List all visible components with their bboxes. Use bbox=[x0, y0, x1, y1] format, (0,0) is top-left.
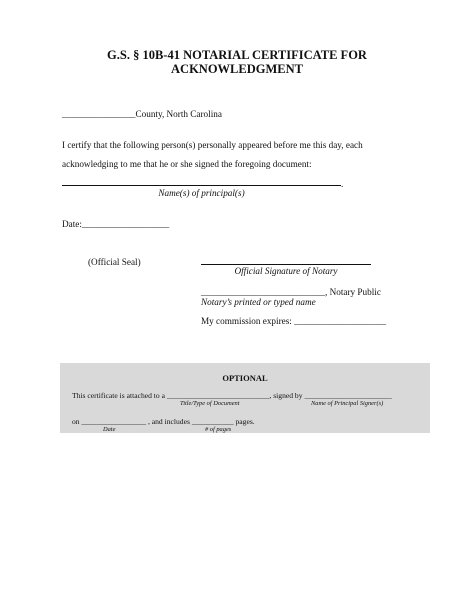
signed-by-label: , signed by bbox=[269, 391, 303, 400]
optional-pages-label: # of pages bbox=[205, 426, 232, 433]
optional-date-label: Date bbox=[103, 426, 116, 433]
date-attached-blank[interactable]: _________________ bbox=[81, 417, 147, 426]
principal-names-label: Name(s) of principal(s) bbox=[158, 188, 245, 198]
county-label: County, North Carolina bbox=[135, 109, 222, 119]
pages-blank[interactable]: ___________ bbox=[191, 417, 234, 426]
title-type-label: Title/Type of Document bbox=[180, 400, 240, 407]
optional-line-1 bbox=[72, 391, 392, 400]
commission-label: My commission expires: bbox=[201, 316, 292, 326]
on-label: on bbox=[72, 417, 80, 426]
signer-blank[interactable]: _______________________ bbox=[304, 391, 392, 400]
pages-label: pages. bbox=[235, 417, 255, 426]
notary-signature-line[interactable] bbox=[201, 264, 371, 265]
notary-public-suffix: , Notary Public bbox=[325, 287, 381, 297]
notary-printed-blank[interactable]: ___________________________ bbox=[201, 287, 326, 297]
document-title-line-2: ACKNOWLEDGMENT bbox=[171, 62, 303, 76]
document-title-line-1: G.S. § 10B-41 NOTARIAL CERTIFICATE FOR bbox=[107, 48, 367, 62]
attached-to-label: This certificate is attached to a bbox=[72, 391, 165, 400]
notary-signature-label: Official Signature of Notary bbox=[234, 266, 338, 276]
commission-blank[interactable]: ____________________ bbox=[294, 316, 387, 326]
certify-line-1: I certify that the following person(s) personally appeared before me this day, each bbox=[62, 140, 363, 150]
document-title-blank[interactable]: ___________________________ bbox=[166, 391, 270, 400]
date-blank[interactable]: ___________________ bbox=[81, 219, 170, 229]
commission-expires-line bbox=[201, 316, 386, 327]
principal-signer-label: Name of Principal Signer(s) bbox=[311, 400, 384, 407]
optional-line-2 bbox=[72, 417, 255, 426]
date-label: Date: bbox=[62, 219, 82, 229]
optional-title: OPTIONAL bbox=[222, 373, 268, 383]
principal-names-line[interactable] bbox=[62, 185, 341, 186]
certify-line-2: acknowledging to me that he or she signed the foregoing document: bbox=[62, 159, 312, 169]
county-line bbox=[62, 109, 222, 120]
official-seal-label: (Official Seal) bbox=[88, 257, 141, 267]
date-line bbox=[62, 219, 169, 230]
county-blank[interactable]: ________________ bbox=[62, 109, 136, 119]
includes-label: , and includes bbox=[147, 417, 190, 426]
notary-printed-name-label: Notary’s printed or typed name bbox=[201, 297, 316, 307]
principal-line-period: . bbox=[341, 179, 344, 189]
